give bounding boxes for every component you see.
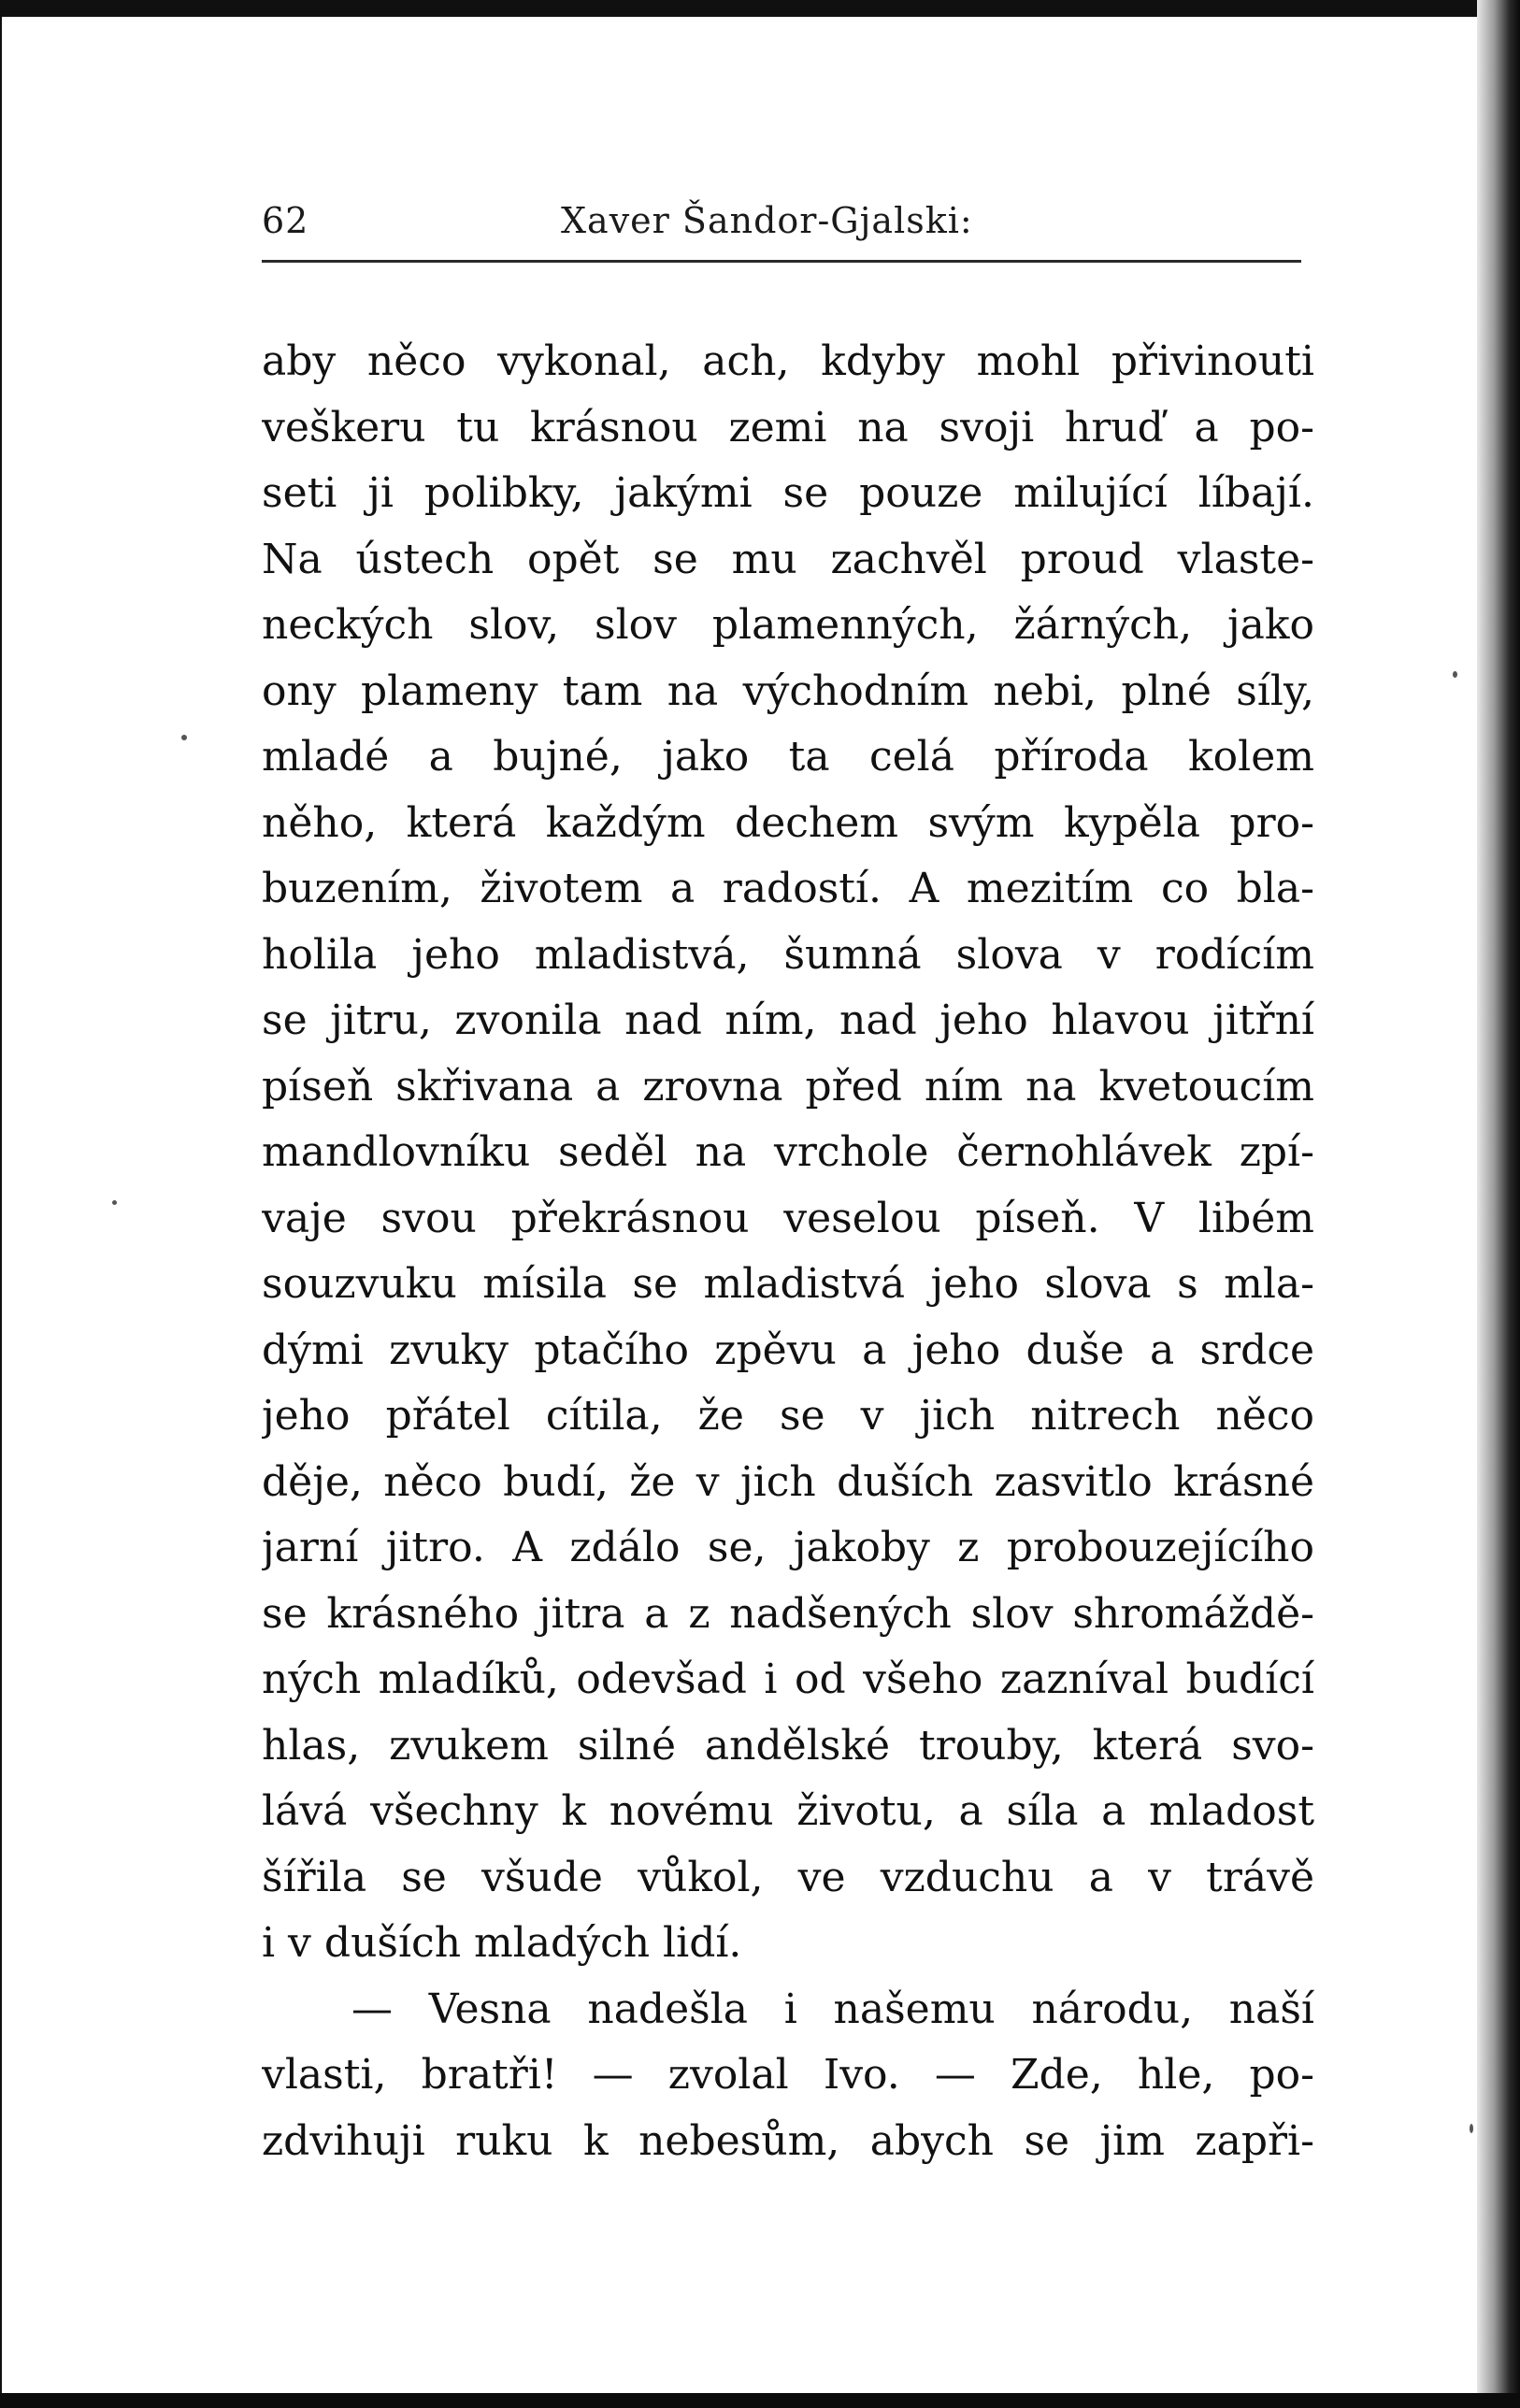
scan-speck [181, 735, 187, 740]
text-line: dými zvuky ptačího zpěvu a jeho duše a srdce [262, 1326, 1314, 1374]
text-line: jarní jitro. A zdálo se, jakoby z probouzejícího [262, 1524, 1314, 1571]
text-line: ných mladíků, odevšad i od všeho zazníval budící [262, 1656, 1314, 1703]
text-line: buzením, životem a radostí. A mezitím co bla- [262, 865, 1314, 912]
text-line: hlas, zvukem silné andělské trouby, která svo- [262, 1721, 1314, 1770]
text-line: ony plameny tam na východním nebi, plné síly, [262, 666, 1314, 715]
book-page [2, 17, 1477, 2408]
paragraph-end-line: i v duších mladých lidí. [262, 1919, 742, 1967]
page-edge-shadow [1477, 0, 1520, 2408]
text-line: holila jeho mladistvá, šumná slova v rodícím [262, 930, 1314, 979]
text-line: jeho přátel cítila, že se v jich nitrech něco [262, 1392, 1314, 1440]
body-text [262, 329, 1314, 2174]
text-line: aby něco vykonal, ach, kdyby mohl přivinouti [262, 337, 1314, 385]
text-line: veškeru tu krásnou zemi na svoji hruď a po- [262, 403, 1314, 452]
running-head: Xaver Šandor-Gjalski: [561, 200, 973, 241]
text-line: mladé a bujné, jako ta celá příroda kolem [262, 733, 1314, 781]
text-line: děje, něco budí, že v jich duších zasvitlo krásné [262, 1457, 1314, 1506]
page-bottom-edge [0, 2393, 1520, 2408]
text-line: zdvihuji ruku k nebesům, abych se jim zapři- [262, 2116, 1314, 2165]
header-rule [262, 260, 1301, 263]
text-line: souzvuku mísila se mladistvá jeho slova s mla- [262, 1260, 1314, 1308]
scan-speck [112, 1200, 117, 1205]
text-line: se jitru, zvonila nad ním, nad jeho hlavou jitřní [262, 996, 1314, 1044]
text-line: vlasti, bratři! — zvolal Ivo. — Zde, hle, po- [262, 2051, 1314, 2099]
page-number: 62 [262, 200, 309, 241]
text-line: píseň skřivana a zrovna před ním na kvetoucím [262, 1062, 1314, 1111]
text-line: lává všechny k novému životu, a síla a mladost [262, 1787, 1314, 1835]
scan-speck [1453, 671, 1457, 678]
text-line: seti ji polibky, jakými se pouze milující líbají. [262, 469, 1314, 517]
scan-speck [1470, 2124, 1473, 2133]
text-line: něho, která každým dechem svým kypěla pro- [262, 798, 1314, 847]
text-line: mandlovníku seděl na vrchole černohlávek zpí- [262, 1128, 1314, 1176]
text-line: Na ústech opět se mu zachvěl proud vlaste- [262, 535, 1314, 583]
text-line: vaje svou překrásnou veselou píseň. V libém [262, 1194, 1314, 1242]
paragraph-start-line: — Vesna nadešla i našemu národu, naší [351, 1985, 1314, 2033]
text-line: se krásného jitra a z nadšených slov shromáždě- [262, 1589, 1314, 1638]
text-line: šířila se všude vůkol, ve vzduchu a v trávě [262, 1853, 1314, 1901]
page-header [262, 200, 1299, 256]
text-line: neckých slov, slov plamenných, žárných, jako [262, 601, 1314, 649]
